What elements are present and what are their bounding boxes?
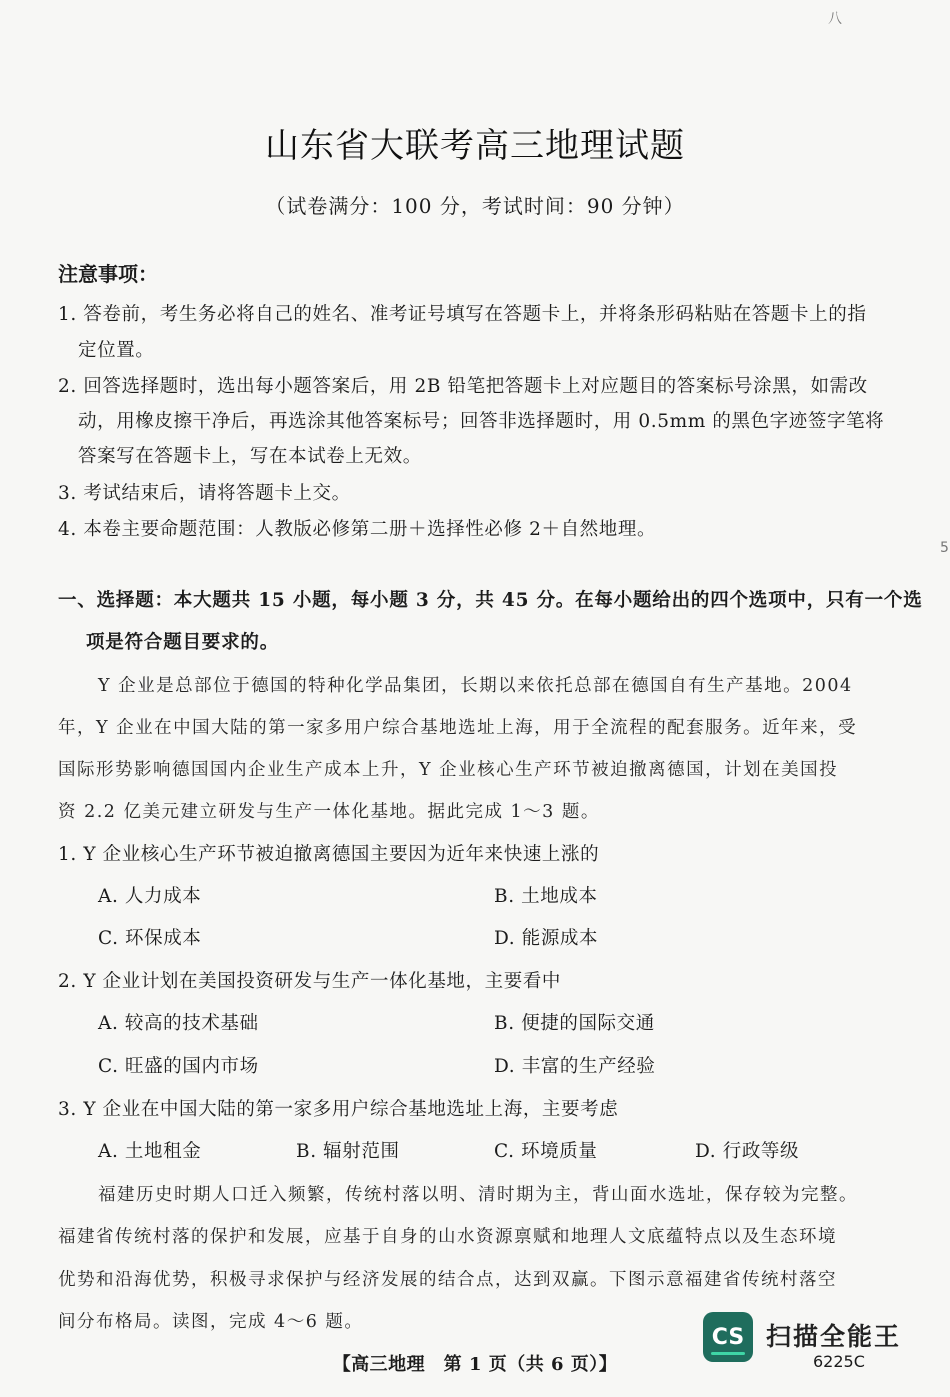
passage1-line-4: 资 2.2 亿美元建立研发与生产一体化基地。据此完成 1～3 题。 xyxy=(58,802,600,822)
question-3-option-b: B. 辐射范围 xyxy=(296,1141,400,1162)
notice-item-2-line-2: 动，用橡皮擦干净后，再选涂其他答案标号；回答非选择题时，用 0.5mm 的黑色字迹签字笔将 xyxy=(78,411,885,432)
section-heading-line-1: 一、选择题：本大题共 15 小题，每小题 3 分，共 45 分。在每小题给出的四个选项中，只有一个选 xyxy=(58,590,923,611)
camscanner-logo-icon xyxy=(703,1312,753,1362)
camscanner-logo-bar xyxy=(711,1352,745,1355)
question-2-option-a: A. 较高的技术基础 xyxy=(98,1013,259,1034)
question-3-option-a: A. 土地租金 xyxy=(98,1141,202,1162)
notice-item-1-line-1: 1. 答卷前，考生务必将自己的姓名、准考证号填写在答题卡上，并将条形码粘贴在答题卡上的指 xyxy=(58,304,867,325)
passage2-line-1: 福建历史时期人口迁入频繁，传统村落以明、清时期为主，背山面水选址，保存较为完整。 xyxy=(98,1185,858,1205)
notice-heading: 注意事项： xyxy=(58,262,158,286)
notice-item-1-line-2: 定位置。 xyxy=(78,340,155,361)
notice-item-3: 3. 考试结束后，请将答题卡上交。 xyxy=(58,483,351,504)
passage2-line-2: 福建省传统村落的保护和发展，应基于自身的山水资源禀赋和地理人文底蕴特点以及生态环境 xyxy=(58,1227,837,1247)
question-2-stem: 2. Y 企业计划在美国投资研发与生产一体化基地，主要看中 xyxy=(58,971,562,992)
question-2-option-d: D. 丰富的生产经验 xyxy=(494,1056,656,1077)
section-heading-line-2: 项是符合题目要求的。 xyxy=(86,632,280,653)
question-3-stem: 3. Y 企业在中国大陆的第一家多用户综合基地选址上海，主要考虑 xyxy=(58,1099,619,1120)
exam-title: 山东省大联考高三地理试题 xyxy=(265,126,685,166)
margin-mark-top: 八 xyxy=(828,11,842,27)
notice-item-2-line-1: 2. 回答选择题时，选出每小题答案后，用 2B 铅笔把答题卡上对应题目的答案标号涂黑，如需改 xyxy=(58,376,868,397)
passage2-line-3: 优势和沿海优势，积极寻求保护与经济发展的结合点，达到双赢。下图示意福建省传统村落空 xyxy=(58,1270,837,1290)
question-1-option-a: A. 人力成本 xyxy=(98,886,202,907)
camscanner-brand: 扫描全能王 xyxy=(766,1322,902,1351)
question-2-option-c: C. 旺盛的国内市场 xyxy=(98,1056,259,1077)
question-1-option-c: C. 环保成本 xyxy=(98,928,202,949)
passage1-line-1: Y 企业是总部位于德国的特种化学品集团，长期以来依托总部在德国自有生产基地。2004 xyxy=(98,676,853,696)
question-1-stem: 1. Y 企业核心生产环节被迫撤离德国主要因为近年来快速上涨的 xyxy=(58,844,600,865)
camscanner-logo-text: CS xyxy=(711,1324,745,1350)
exam-code: 6225C xyxy=(813,1352,865,1371)
question-3-option-c: C. 环境质量 xyxy=(494,1141,598,1162)
page-footer: 【高三地理 第 1 页（共 6 页）】 xyxy=(332,1354,618,1375)
exam-subtitle: （试卷满分：100 分，考试时间：90 分钟） xyxy=(265,194,685,218)
question-1-option-b: B. 土地成本 xyxy=(494,886,598,907)
question-1-option-d: D. 能源成本 xyxy=(494,928,599,949)
notice-item-4: 4. 本卷主要命题范围：人教版必修第二册＋选择性必修 2＋自然地理。 xyxy=(58,519,657,540)
question-2-option-b: B. 便捷的国际交通 xyxy=(494,1013,655,1034)
notice-item-2-line-3: 答案写在答题卡上，写在本试卷上无效。 xyxy=(78,446,422,467)
margin-mark-right: 5 xyxy=(940,540,949,556)
passage2-line-4: 间分布格局。读图，完成 4～6 题。 xyxy=(58,1312,364,1332)
question-3-option-d: D. 行政等级 xyxy=(695,1141,800,1162)
passage1-line-3: 国际形势影响德国国内企业生产成本上升，Y 企业核心生产环节被迫撤离德国，计划在美国投 xyxy=(58,760,839,780)
passage1-line-2: 年，Y 企业在中国大陆的第一家多用户综合基地选址上海，用于全流程的配套服务。近年来，受 xyxy=(58,718,858,738)
